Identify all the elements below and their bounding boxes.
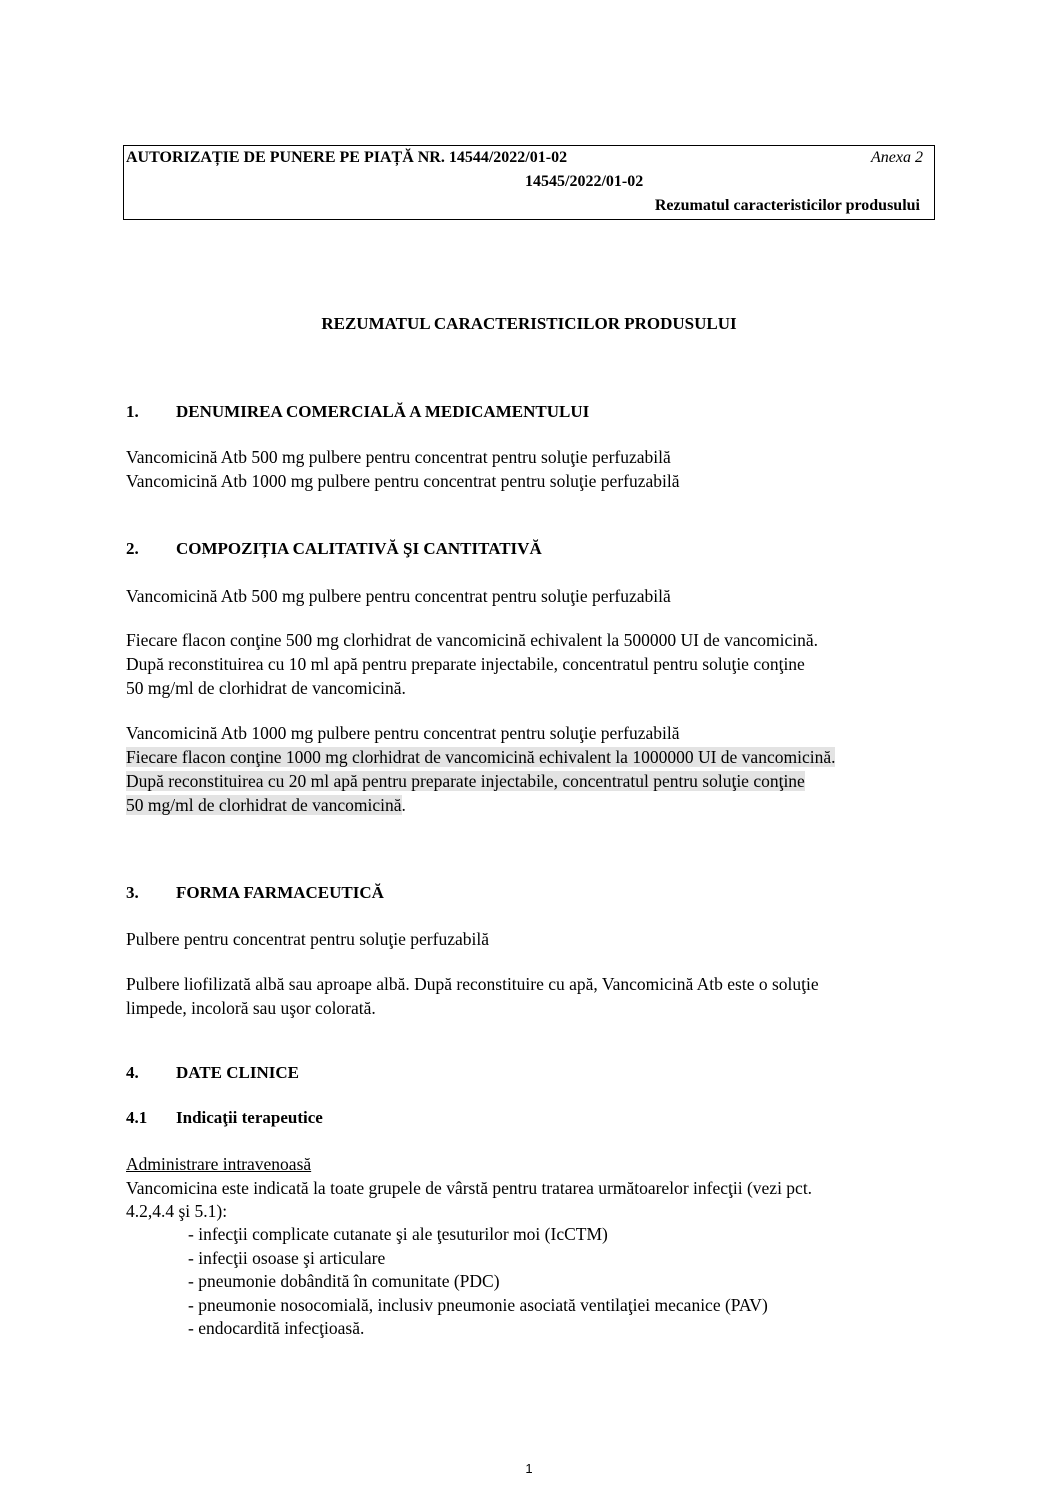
section-title: DATE CLINICE <box>176 1063 299 1082</box>
composition-500-line: După reconstituirea cu 10 ml apă pentru preparate injectabile, concentratul pentru soluţie conţine <box>126 654 805 674</box>
section-title: FORMA FARMACEUTICĂ <box>176 883 384 902</box>
section-number: 3. <box>126 883 139 902</box>
indication-item: - infecţii complicate cutanate şi ale ţesuturilor moi (IcCTM) <box>188 1224 608 1244</box>
product-name-500: Vancomicină Atb 500 mg pulbere pentru concentrat pentru soluţie perfuzabilă <box>126 447 671 467</box>
header-box <box>123 145 935 220</box>
highlighted-text: 50 mg/ml de clorhidrat de vancomicină <box>126 795 402 815</box>
indication-item: - pneumonie dobândită în comunitate (PDC) <box>188 1271 500 1291</box>
composition-500-line: 50 mg/ml de clorhidrat de vancomicină. <box>126 678 406 698</box>
section-number: 1. <box>126 402 139 421</box>
authorization-title: AUTORIZAȚIE DE PUNERE PE PIAȚĂ NR. 14544/2022/01-02 <box>126 149 568 166</box>
subsection-number: 4.1 <box>126 1108 148 1127</box>
indication-intro-line: 4.2,4.4 şi 5.1): <box>126 1201 228 1221</box>
period: . <box>401 795 406 815</box>
composition-1000-title: Vancomicină Atb 1000 mg pulbere pentru concentrat pentru soluţie perfuzabilă <box>126 723 680 743</box>
section-number: 4. <box>126 1063 139 1082</box>
section-number: 2. <box>126 539 139 558</box>
summary-label: Rezumatul caracteristicilor produsului <box>654 197 920 214</box>
highlighted-text: După reconstituirea cu 20 ml apă pentru preparate injectabile, concentratul pentru soluţie conţine <box>126 771 805 791</box>
indication-intro-line: Vancomicina este indicată la toate grupele de vârstă pentru tratarea următoarelor infecţii (vezi pct. <box>126 1178 813 1198</box>
document-title: REZUMATUL CARACTERISTICILOR PRODUSULUI <box>321 314 737 333</box>
section-4-heading <box>126 1063 299 1083</box>
composition-500-line: Fiecare flacon conţine 500 mg clorhidrat de vancomicină echivalent la 500000 UI de vancomicină. <box>126 630 818 650</box>
administration-route: Administrare intravenoasă <box>126 1154 312 1174</box>
composition-1000-line <box>126 795 406 816</box>
page-number: 1 <box>525 1461 533 1476</box>
highlighted-text: Fiecare flacon conţine 1000 mg clorhidrat de vancomicină echivalent la 1000000 UI de vancomicină. <box>126 747 836 767</box>
section-1-heading <box>126 402 589 422</box>
composition-1000-line <box>126 747 835 768</box>
pharmaceutical-form: Pulbere pentru concentrat pentru soluţie perfuzabilă <box>126 929 489 949</box>
form-description-line: Pulbere liofilizată albă sau aproape albă. După reconstituire cu apă, Vancomicină Atb este o soluţie <box>126 974 819 994</box>
section-title: COMPOZIȚIA CALITATIVĂ ŞI CANTITATIVĂ <box>176 539 542 558</box>
indication-item: - infecţii osoase şi articulare <box>188 1248 386 1268</box>
indication-item: - endocardită infecţioasă. <box>188 1318 365 1338</box>
section-3-heading <box>126 883 384 903</box>
product-name-1000: Vancomicină Atb 1000 mg pulbere pentru concentrat pentru soluţie perfuzabilă <box>126 471 680 491</box>
section-2-heading <box>126 539 542 559</box>
subsection-4-1-heading <box>126 1108 323 1128</box>
indication-item: - pneumonie nosocomială, inclusiv pneumonie asociată ventilaţiei mecanice (PAV) <box>188 1295 768 1315</box>
section-title: DENUMIREA COMERCIALĂ A MEDICAMENTULUI <box>176 402 590 421</box>
composition-500-title: Vancomicină Atb 500 mg pulbere pentru concentrat pentru soluţie perfuzabilă <box>126 586 671 606</box>
authorization-number-2: 14545/2022/01-02 <box>525 173 644 190</box>
annex-label: Anexa 2 <box>871 149 923 166</box>
subsection-title: Indicaţii terapeutice <box>176 1108 323 1127</box>
form-description-line: limpede, incoloră sau uşor colorată. <box>126 998 376 1018</box>
composition-1000-line <box>126 771 805 792</box>
